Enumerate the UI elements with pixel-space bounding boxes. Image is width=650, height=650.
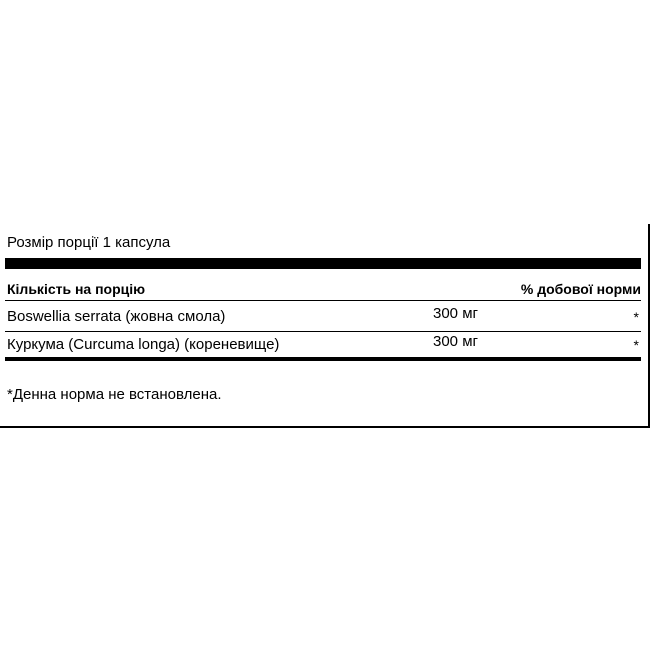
ingredient-name: Куркума (Curcuma longa) (кореневище) — [7, 336, 280, 353]
table-header — [7, 279, 641, 299]
amount-per-serving-header: Кількість на порцію — [7, 281, 146, 297]
ingredient-amount: 300 мг — [433, 305, 478, 322]
footnote: *Денна норма не встановлена. — [7, 386, 222, 403]
row-divider — [5, 331, 641, 332]
daily-value-header: % добової норми — [520, 281, 641, 297]
bottom-divider — [5, 357, 641, 361]
ingredient-row — [7, 334, 641, 356]
thick-divider — [5, 258, 641, 269]
ingredient-amount: 300 мг — [433, 333, 478, 350]
ingredient-name: Boswellia serrata (жовна смола) — [7, 308, 226, 325]
ingredient-daily-value: * — [633, 337, 639, 353]
supplement-facts-panel — [0, 224, 650, 428]
ingredient-daily-value: * — [633, 309, 639, 325]
serving-size: Розмір порції 1 капсула — [7, 234, 171, 251]
header-divider — [5, 300, 641, 301]
ingredient-row — [7, 306, 641, 328]
